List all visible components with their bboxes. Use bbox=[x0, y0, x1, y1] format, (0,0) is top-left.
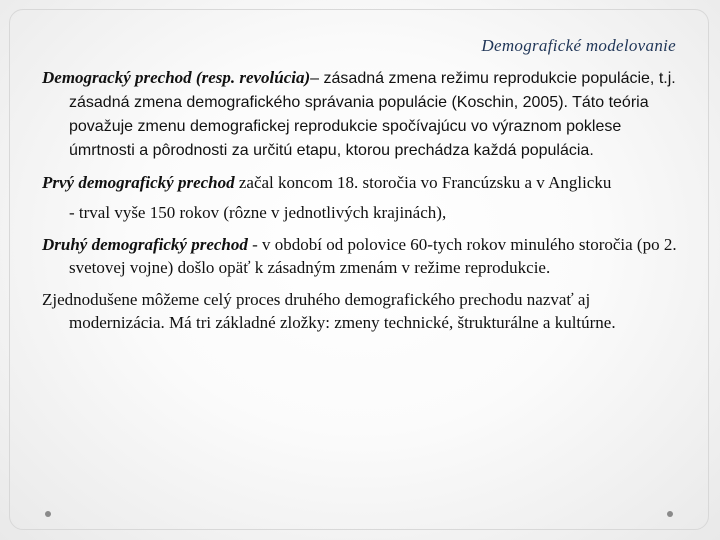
paragraph-first-transition bbox=[42, 171, 682, 194]
paragraph-text: – zásadná zmena režimu reprodukcie populácie, t.j. zásadná zmena demografického správania populácie (Koschin, 2005). Táto teória považuje zmenu demografickej reprodukcie spočívajúcu vo výraznom poklese úmrtnosti a pôrodnosti za určitú etapu, ktorou prechádza každá populácia. bbox=[69, 70, 676, 159]
paragraph-modernization bbox=[42, 288, 682, 334]
paragraph-second-transition bbox=[42, 233, 682, 279]
slide-body bbox=[42, 66, 682, 341]
corner-dot-right bbox=[667, 511, 673, 517]
paragraph-duration bbox=[42, 201, 682, 224]
paragraph-text: - trval vyše 150 rokov (rôzne v jednotlivých krajinách), bbox=[69, 203, 447, 222]
corner-dot-left bbox=[45, 511, 51, 517]
term-first-transition: Prvý demografický prechod bbox=[42, 173, 235, 192]
paragraph-text: začal koncom 18. storočia vo Francúzsku a v Anglicku bbox=[234, 173, 612, 192]
paragraph-text: Zjednodušene môžeme celý proces druhého demografického prechodu nazvať aj modernizácia. Má tri základné zložky: zmeny technické, štrukturálne a kultúrne. bbox=[42, 290, 616, 332]
slide-title: Demografické modelovanie bbox=[481, 36, 676, 55]
term-second-transition: Druhý demografický prechod bbox=[42, 235, 248, 254]
term-demographic-transition: Demogracký prechod (resp. revolúcia) bbox=[42, 68, 311, 87]
paragraph-text: - v období od polovice 60-tych rokov minulého storočia (po 2. svetovej vojne) došlo opäť k zásadným zmenám v režime reprodukcie. bbox=[69, 235, 677, 277]
paragraph-demographic-transition bbox=[42, 66, 682, 162]
